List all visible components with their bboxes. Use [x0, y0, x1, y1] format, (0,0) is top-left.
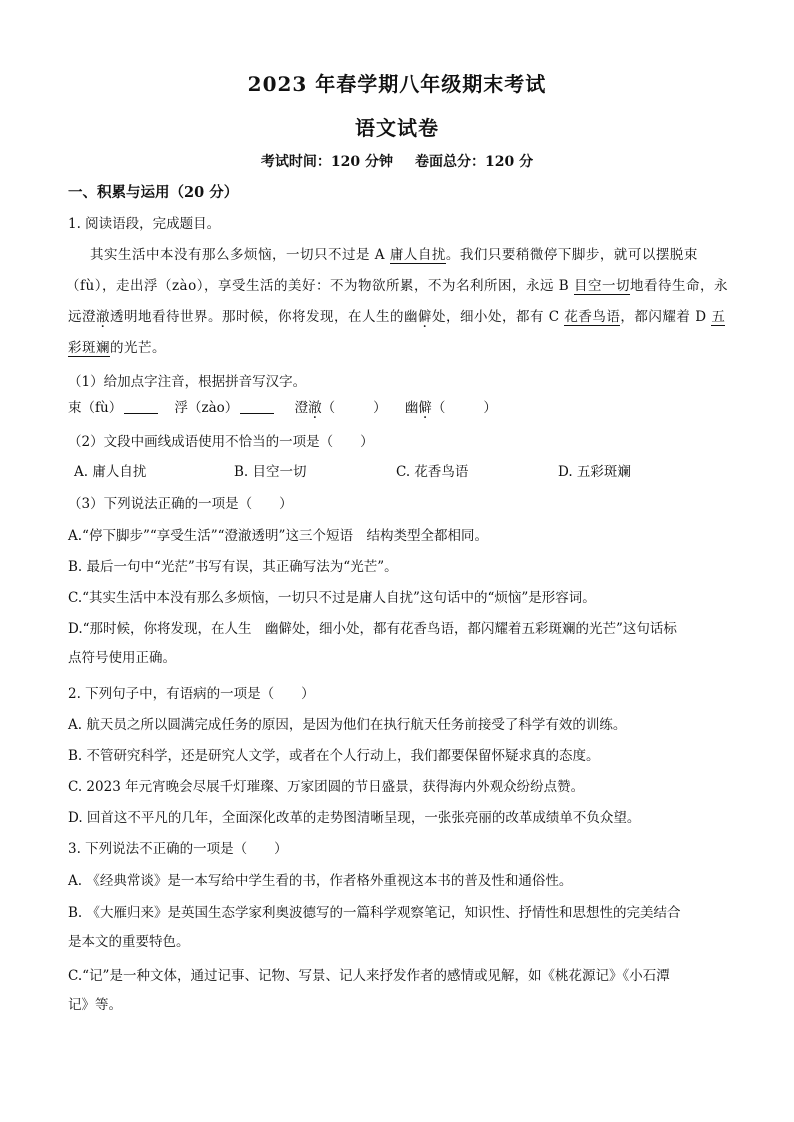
q1-sub3-option-b[interactable]: B. 最后一句中“光茫”书写有误，其正确写法为“光芒”。	[68, 559, 398, 575]
pinyin-item-d: 幽	[404, 400, 419, 416]
subject-title: 语文试卷	[355, 116, 439, 140]
exam-meta	[0, 151, 794, 171]
q1-sub3-option-a[interactable]: A.“停下脚步”“享受生活”“澄澈透明”这三个短语 结构类型全都相同。	[68, 528, 488, 544]
passage-line-1	[90, 245, 750, 265]
pinyin-item-a: 束（fù）	[68, 400, 123, 416]
q3-option-a[interactable]: A. 《经典常谈》是一本写给中学生看的书，作者格外重视这本书的普及性和通俗性。	[68, 873, 573, 889]
section-heading: 一、积累与运用（20 分）	[68, 184, 239, 201]
q2-stem: 2. 下列句子中，有语病的一项是（ ）	[68, 686, 315, 702]
q2-option-a[interactable]: A. 航天员之所以圆满完成任务的原因，是因为他们在执行航天任务前接受了科学有效的训练。	[68, 717, 627, 733]
passage-line-4	[68, 338, 728, 358]
paren-close: ）	[483, 400, 497, 416]
q3-option-c-cont: 记》等。	[68, 997, 122, 1013]
passage-text: 其实生活中本没有那么多烦恼，一切只不过是 A	[90, 247, 390, 263]
exam-title: 2023 年春学期八年级期末考试	[247, 72, 547, 96]
option-b[interactable]: B. 目空一切	[234, 464, 307, 480]
underlined-idiom-c: 花香鸟语	[564, 309, 621, 325]
answer-blank[interactable]	[124, 399, 158, 414]
paren-close: ）	[373, 400, 387, 416]
q3-stem: 3. 下列说法不正确的一项是（ ）	[68, 841, 288, 857]
q1-sub1-items	[68, 398, 728, 418]
option-a[interactable]: A. 庸人自扰	[74, 464, 147, 480]
dotted-char: 澈	[308, 400, 322, 416]
underlined-idiom-d: 五	[711, 309, 726, 325]
q1-sub3-option-d-cont: 点符号使用正确。	[68, 650, 176, 666]
passage-text: 束	[683, 247, 698, 263]
q1-sub3-option-d[interactable]: D.“那时候，你将发现，在人生 幽僻处，细小处，都有花香鸟语，都闪耀着五彩斑斓的光芒”这句话标	[68, 621, 677, 637]
underlined-idiom-d-cont: 彩斑斓	[68, 340, 110, 356]
paren-open: （	[321, 400, 336, 416]
option-c[interactable]: C. 花香鸟语	[396, 464, 469, 480]
pinyin-item-b: 浮（zào）	[174, 400, 239, 416]
dotted-char: 僻	[418, 309, 432, 325]
exam-time: 考试时间：120 分钟	[260, 154, 393, 170]
passage-text: 远澄	[68, 309, 96, 325]
underlined-idiom-a: 庸人自扰	[389, 247, 446, 263]
passage-text: 。我们只要稍微停下脚步，就可以摆脱	[445, 247, 684, 263]
q1-sub1-stem: （1）给加点字注音，根据拼音写汉字。	[68, 374, 307, 390]
passage-text: 透明地看待世界。那时候，你将发现，在人生的幽	[110, 309, 418, 325]
exam-score: 卷面总分：120 分	[415, 154, 534, 170]
q1-sub3-option-c[interactable]: C.“其实生活中本没有那么多烦恼，一切只不过是庸人自扰”这句话中的“烦恼”是形容词。	[68, 590, 596, 606]
passage-line-2	[66, 276, 726, 296]
q3-option-b[interactable]: B. 《大雁归来》是英国生态学家利奥波德写的一篇科学观察笔记，知识性、抒情性和思想性的完美结合	[68, 905, 681, 921]
passage-text: （fù），走出浮（zào），享受生活的美好：不为物欲所累，不为名利所困，永远 B	[66, 278, 574, 294]
passage-text: 的光芒。	[110, 340, 166, 356]
passage-text: ，都闪耀着 D	[620, 309, 712, 325]
passage-text: 处，细小处，都有 C	[432, 309, 565, 325]
paren-open: （	[431, 400, 446, 416]
pinyin-item-c: 澄	[294, 400, 309, 416]
underlined-idiom-b: 目空一切	[573, 278, 630, 294]
option-d[interactable]: D. 五彩斑斓	[558, 464, 631, 480]
dotted-char: 澈	[96, 309, 110, 325]
q2-option-d[interactable]: D. 回首这不平凡的几年，全面深化改革的走势图清晰呈现，一张张亮丽的改革成绩单不负众望。	[68, 810, 641, 826]
q2-option-c[interactable]: C. 2023 年元宵晚会尽展千灯璀璨、万家团圆的节日盛景，获得海内外观众纷纷点赞。	[68, 779, 585, 795]
dotted-char: 僻	[418, 400, 432, 416]
q3-option-b-cont: 是本文的重要特色。	[68, 934, 190, 950]
passage-line-3	[68, 307, 728, 327]
q3-option-c[interactable]: C.“记”是一种文体，通过记事、记物、写景、记人来抒发作者的感情或见解，如《桃花源记》《小石潭	[68, 968, 670, 984]
q1-sub2-stem: （2）文段中画线成语使用不恰当的一项是（ ）	[68, 434, 374, 450]
q2-option-b[interactable]: B. 不管研究科学，还是研究人文学，或者在个人行动上，我们都要保留怀疑求真的态度。	[68, 748, 600, 764]
answer-blank[interactable]	[240, 399, 274, 414]
q1-sub3-stem: （3）下列说法正确的一项是（ ）	[68, 496, 293, 512]
q1-stem: 1. 阅读语段，完成题目。	[68, 216, 221, 232]
passage-text: 地看待生命，永	[629, 278, 728, 294]
